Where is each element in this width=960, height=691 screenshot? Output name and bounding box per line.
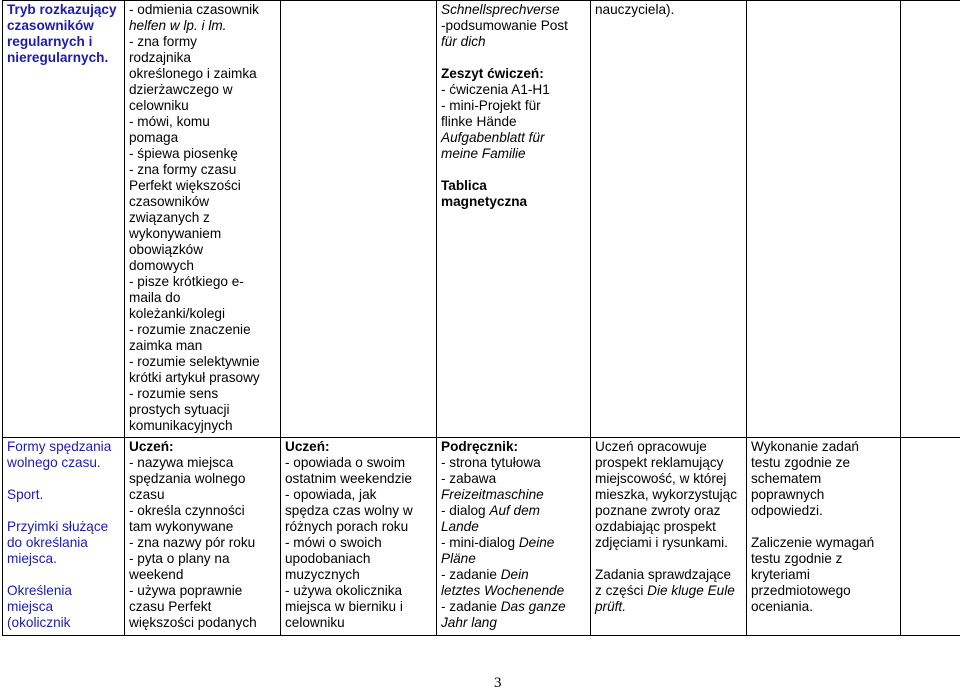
topic-cell: Tryb rozkazujący czasowników regularnych i nieregularnych. — [3, 1, 125, 438]
activities-cell — [281, 1, 437, 438]
topic-cell: Formy spędzania wolnego czasu. Sport. Przyimki służące do określania miejsca. Określenia miejsca (okolicznik — [3, 438, 125, 636]
evaluation-cell — [747, 1, 901, 438]
evaluation-cell: Wykonanie zadań testu zgodnie ze schematem poprawnych odpowiedzi. Zaliczenie wymagań testu zgodnie z kryteriami przedmiotowego oceniania. — [747, 438, 901, 636]
table-row — [3, 1, 960, 438]
extra-cell — [901, 438, 960, 636]
effects-cell: Uczeń opracowuje prospekt reklamujący miejscowość, w której mieszka, wykorzystując poznane zwroty oraz ozdabiając prospekt zdjęciami i rysunkami. Zadania sprawdzające z części Die kluge Eule prüft. — [591, 438, 747, 636]
curriculum-table — [2, 0, 960, 636]
activities-cell: Uczeń: - opowiada o swoim ostatnim weekendzie - opowiada, jak spędza czas wolny w różnych porach roku - mówi o swoich upodobaniach muzycznych - używa okolicznika miejsca w bierniku i celowniku — [281, 438, 437, 636]
table-row — [3, 438, 960, 636]
page-number: 3 — [494, 675, 502, 691]
effects-cell: nauczyciela). — [591, 1, 747, 438]
materials-cell: Schnellsprechverse -podsumowanie Post für dich Zeszyt ćwiczeń: - ćwiczenia A1-H1 - mini-Projekt für flinke Hände Aufgabenblatt für meine Familie Tablica magnetyczna — [437, 1, 591, 438]
materials-cell: Podręcznik: - strona tytułowa - zabawa Freizeitmaschine - dialog Auf dem Lande - mini-dialog Deine Pläne - zadanie Dein letztes Wochenende - zadanie Das ganze Jahr lang — [437, 438, 591, 636]
skills-cell: - odmienia czasownik helfen w lp. i lm. - zna formy rodzajnika określonego i zaimka dzierżawczego w celowniku - mówi, komu pomaga - śpiewa piosenkę - zna formy czasu Perfekt większości czasowników związanych z wykonywaniem obowiązków domowych - pisze krótkiego e- maila do koleżanki/kolegi - rozumie znaczenie zaimka man - rozumie selektywnie krótki artykuł prasowy - rozumie sens prostych sytuacji komunikacyjnych — [125, 1, 281, 438]
skills-cell: Uczeń: - nazywa miejsca spędzania wolnego czasu - określa czynności tam wykonywane - zna nazwy pór roku - pyta o plany na weekend - używa poprawnie czasu Perfekt większości podanych — [125, 438, 281, 636]
extra-cell — [901, 1, 960, 438]
